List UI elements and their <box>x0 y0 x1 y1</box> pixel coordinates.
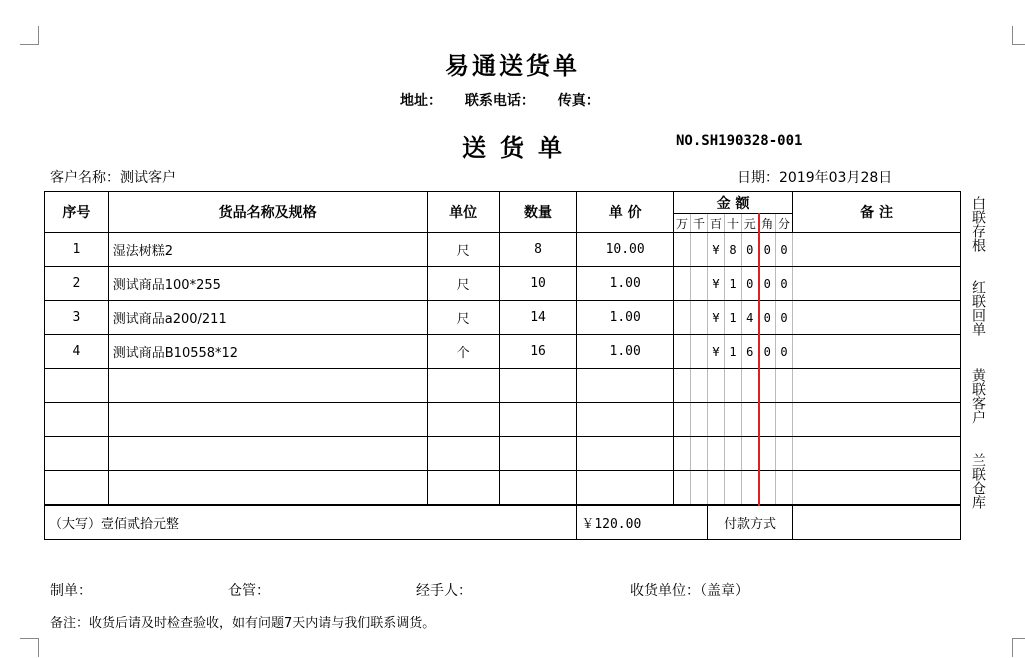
row-amount-digit <box>759 471 776 506</box>
row-amount-digit: 1 <box>725 267 742 301</box>
header-name: 货品名称及规格 <box>108 192 427 233</box>
row-amount-digit: 0 <box>759 267 776 301</box>
row-price <box>577 403 674 437</box>
side-label-blue: 兰联仓库 <box>970 453 986 509</box>
row-amount-digit: 1 <box>725 301 742 335</box>
customer-label: 客户名称： <box>50 170 120 186</box>
crop-mark-bottom-right <box>1012 638 1025 657</box>
row-amount-digit <box>776 437 793 471</box>
row-remark <box>793 267 961 301</box>
document-number: NO.SH190328-001 <box>676 133 803 149</box>
row-amount-digit: 8 <box>725 233 742 267</box>
row-amount-digit <box>708 471 725 506</box>
row-seq: 1 <box>45 233 109 267</box>
row-amount-digit <box>691 233 708 267</box>
row-amount-digit <box>691 403 708 437</box>
row-amount-digit: 0 <box>776 335 793 369</box>
row-qty: 8 <box>499 233 577 267</box>
crop-mark-top-right <box>1012 26 1025 45</box>
row-amount-digit: ¥ <box>708 233 725 267</box>
date-value: 2019年03月28日 <box>779 170 893 186</box>
row-amount-digit: 0 <box>742 267 759 301</box>
row-amount-digit: 0 <box>759 335 776 369</box>
row-seq <box>45 369 109 403</box>
date-line <box>737 167 892 187</box>
row-name: 湿法树糕2 <box>108 233 427 267</box>
row-amount-digit <box>776 403 793 437</box>
row-amount-digit <box>725 471 742 506</box>
side-label-red: 红联回单 <box>970 280 986 336</box>
row-remark <box>793 403 961 437</box>
row-seq: 4 <box>45 335 109 369</box>
total-row <box>45 505 961 540</box>
row-amount-digit: 1 <box>725 335 742 369</box>
row-unit: 尺 <box>427 267 499 301</box>
row-amount-digit: 0 <box>742 233 759 267</box>
date-label: 日期： <box>737 170 779 186</box>
phone-label: 联系电话： <box>464 93 535 109</box>
row-amount-digit <box>674 233 691 267</box>
row-amount-digit <box>776 369 793 403</box>
row-remark <box>793 233 961 267</box>
header-price: 单 价 <box>577 192 674 233</box>
row-remark <box>793 301 961 335</box>
row-amount-digit <box>759 437 776 471</box>
row-price <box>577 437 674 471</box>
row-unit: 个 <box>427 335 499 369</box>
row-amount-digit <box>674 301 691 335</box>
row-name: 测试商品100*255 <box>108 267 427 301</box>
row-amount-digit: 0 <box>759 301 776 335</box>
row-amount-digit <box>708 437 725 471</box>
row-remark <box>793 369 961 403</box>
document-title: 易通送货单 <box>445 52 580 80</box>
crop-mark-top-left <box>20 26 39 45</box>
table-row <box>45 233 961 267</box>
row-amount-digit <box>742 437 759 471</box>
row-qty: 16 <box>499 335 577 369</box>
payment-method-value <box>793 505 961 540</box>
company-info <box>400 90 618 110</box>
row-seq: 3 <box>45 301 109 335</box>
amount-digit-header: 十 <box>725 214 742 233</box>
fax-label: 传真： <box>557 93 600 109</box>
warehouse-label: 仓管： <box>228 583 270 599</box>
row-amount-digit: ¥ <box>708 335 725 369</box>
crop-mark-bottom-left <box>20 638 39 657</box>
table-row <box>45 437 961 471</box>
row-seq <box>45 403 109 437</box>
row-amount-digit: ¥ <box>708 267 725 301</box>
row-qty: 14 <box>499 301 577 335</box>
row-remark <box>793 437 961 471</box>
amount-digit-header: 百 <box>708 214 725 233</box>
address-label: 地址： <box>400 93 442 109</box>
row-amount-digit: 0 <box>776 267 793 301</box>
row-price <box>577 369 674 403</box>
row-qty: 10 <box>499 267 577 301</box>
header-qty: 数量 <box>499 192 577 233</box>
row-remark <box>793 335 961 369</box>
row-unit <box>427 471 499 506</box>
amount-digit-header: 分 <box>776 214 793 233</box>
row-amount-digit: 0 <box>759 233 776 267</box>
delivery-table <box>44 191 961 540</box>
header-seq: 序号 <box>45 192 109 233</box>
row-amount-digit <box>708 403 725 437</box>
table-row <box>45 369 961 403</box>
table-row <box>45 301 961 335</box>
row-name <box>108 471 427 506</box>
receiver-label: 收货单位：（盖章） <box>630 583 749 599</box>
row-amount-digit <box>725 437 742 471</box>
header-remark: 备 注 <box>793 192 961 233</box>
row-name: 测试商品B10558*12 <box>108 335 427 369</box>
row-amount-digit <box>742 403 759 437</box>
handler-label: 经手人： <box>416 583 472 599</box>
header-amount: 金 额 <box>674 192 793 214</box>
row-price: 1.00 <box>577 301 674 335</box>
table-row <box>45 267 961 301</box>
row-amount-digit <box>691 369 708 403</box>
row-amount-digit <box>691 471 708 506</box>
row-unit <box>427 369 499 403</box>
row-seq <box>45 471 109 506</box>
customer-line <box>50 167 176 187</box>
side-label-yellow: 黄联客户 <box>970 368 986 424</box>
row-amount-digit <box>725 403 742 437</box>
row-amount-digit <box>776 471 793 506</box>
row-amount-digit <box>674 369 691 403</box>
row-amount-digit <box>725 369 742 403</box>
row-unit: 尺 <box>427 301 499 335</box>
row-amount-digit <box>674 403 691 437</box>
table-row <box>45 471 961 506</box>
row-unit <box>427 437 499 471</box>
row-amount-digit <box>708 369 725 403</box>
row-qty <box>499 403 577 437</box>
total-words: （大写）壹佰贰拾元整 <box>45 505 577 540</box>
row-name <box>108 403 427 437</box>
row-amount-digit <box>674 267 691 301</box>
row-amount-digit: 0 <box>776 233 793 267</box>
row-amount-digit <box>674 471 691 506</box>
row-amount-digit <box>742 471 759 506</box>
row-unit: 尺 <box>427 233 499 267</box>
row-seq: 2 <box>45 267 109 301</box>
row-name <box>108 369 427 403</box>
row-name <box>108 437 427 471</box>
row-amount-digit: 4 <box>742 301 759 335</box>
row-seq <box>45 437 109 471</box>
footer-note: 备注：收货后请及时检查验收，如有问题7天内请与我们联系调货。 <box>50 616 436 631</box>
row-amount-digit <box>691 267 708 301</box>
row-amount-digit <box>691 437 708 471</box>
header-unit: 单位 <box>427 192 499 233</box>
row-amount-digit <box>674 437 691 471</box>
side-label-white: 白联存根 <box>970 196 986 252</box>
row-amount-digit: 6 <box>742 335 759 369</box>
row-name: 测试商品a200/211 <box>108 301 427 335</box>
row-amount-digit <box>691 301 708 335</box>
row-price: 10.00 <box>577 233 674 267</box>
table-row <box>45 335 961 369</box>
amount-digit-header: 角 <box>759 214 776 233</box>
total-amount: ￥120.00 <box>577 505 708 540</box>
row-qty <box>499 369 577 403</box>
row-qty <box>499 471 577 506</box>
row-price <box>577 471 674 506</box>
row-amount-digit <box>742 369 759 403</box>
maker-label: 制单： <box>50 583 92 599</box>
row-amount-digit: 0 <box>776 301 793 335</box>
row-amount-digit <box>759 403 776 437</box>
amount-digit-header: 元 <box>742 214 759 233</box>
row-amount-digit: ¥ <box>708 301 725 335</box>
row-qty <box>499 437 577 471</box>
table-row <box>45 403 961 437</box>
row-price: 1.00 <box>577 267 674 301</box>
customer-name: 测试客户 <box>120 170 176 186</box>
row-amount-digit <box>691 335 708 369</box>
payment-method-label: 付款方式 <box>708 505 793 540</box>
row-amount-digit <box>759 369 776 403</box>
row-remark <box>793 471 961 506</box>
amount-digit-header: 万 <box>674 214 691 233</box>
row-amount-digit <box>674 335 691 369</box>
row-price: 1.00 <box>577 335 674 369</box>
document-subtitle: 送货单 <box>462 134 576 162</box>
amount-digit-header: 千 <box>691 214 708 233</box>
row-unit <box>427 403 499 437</box>
